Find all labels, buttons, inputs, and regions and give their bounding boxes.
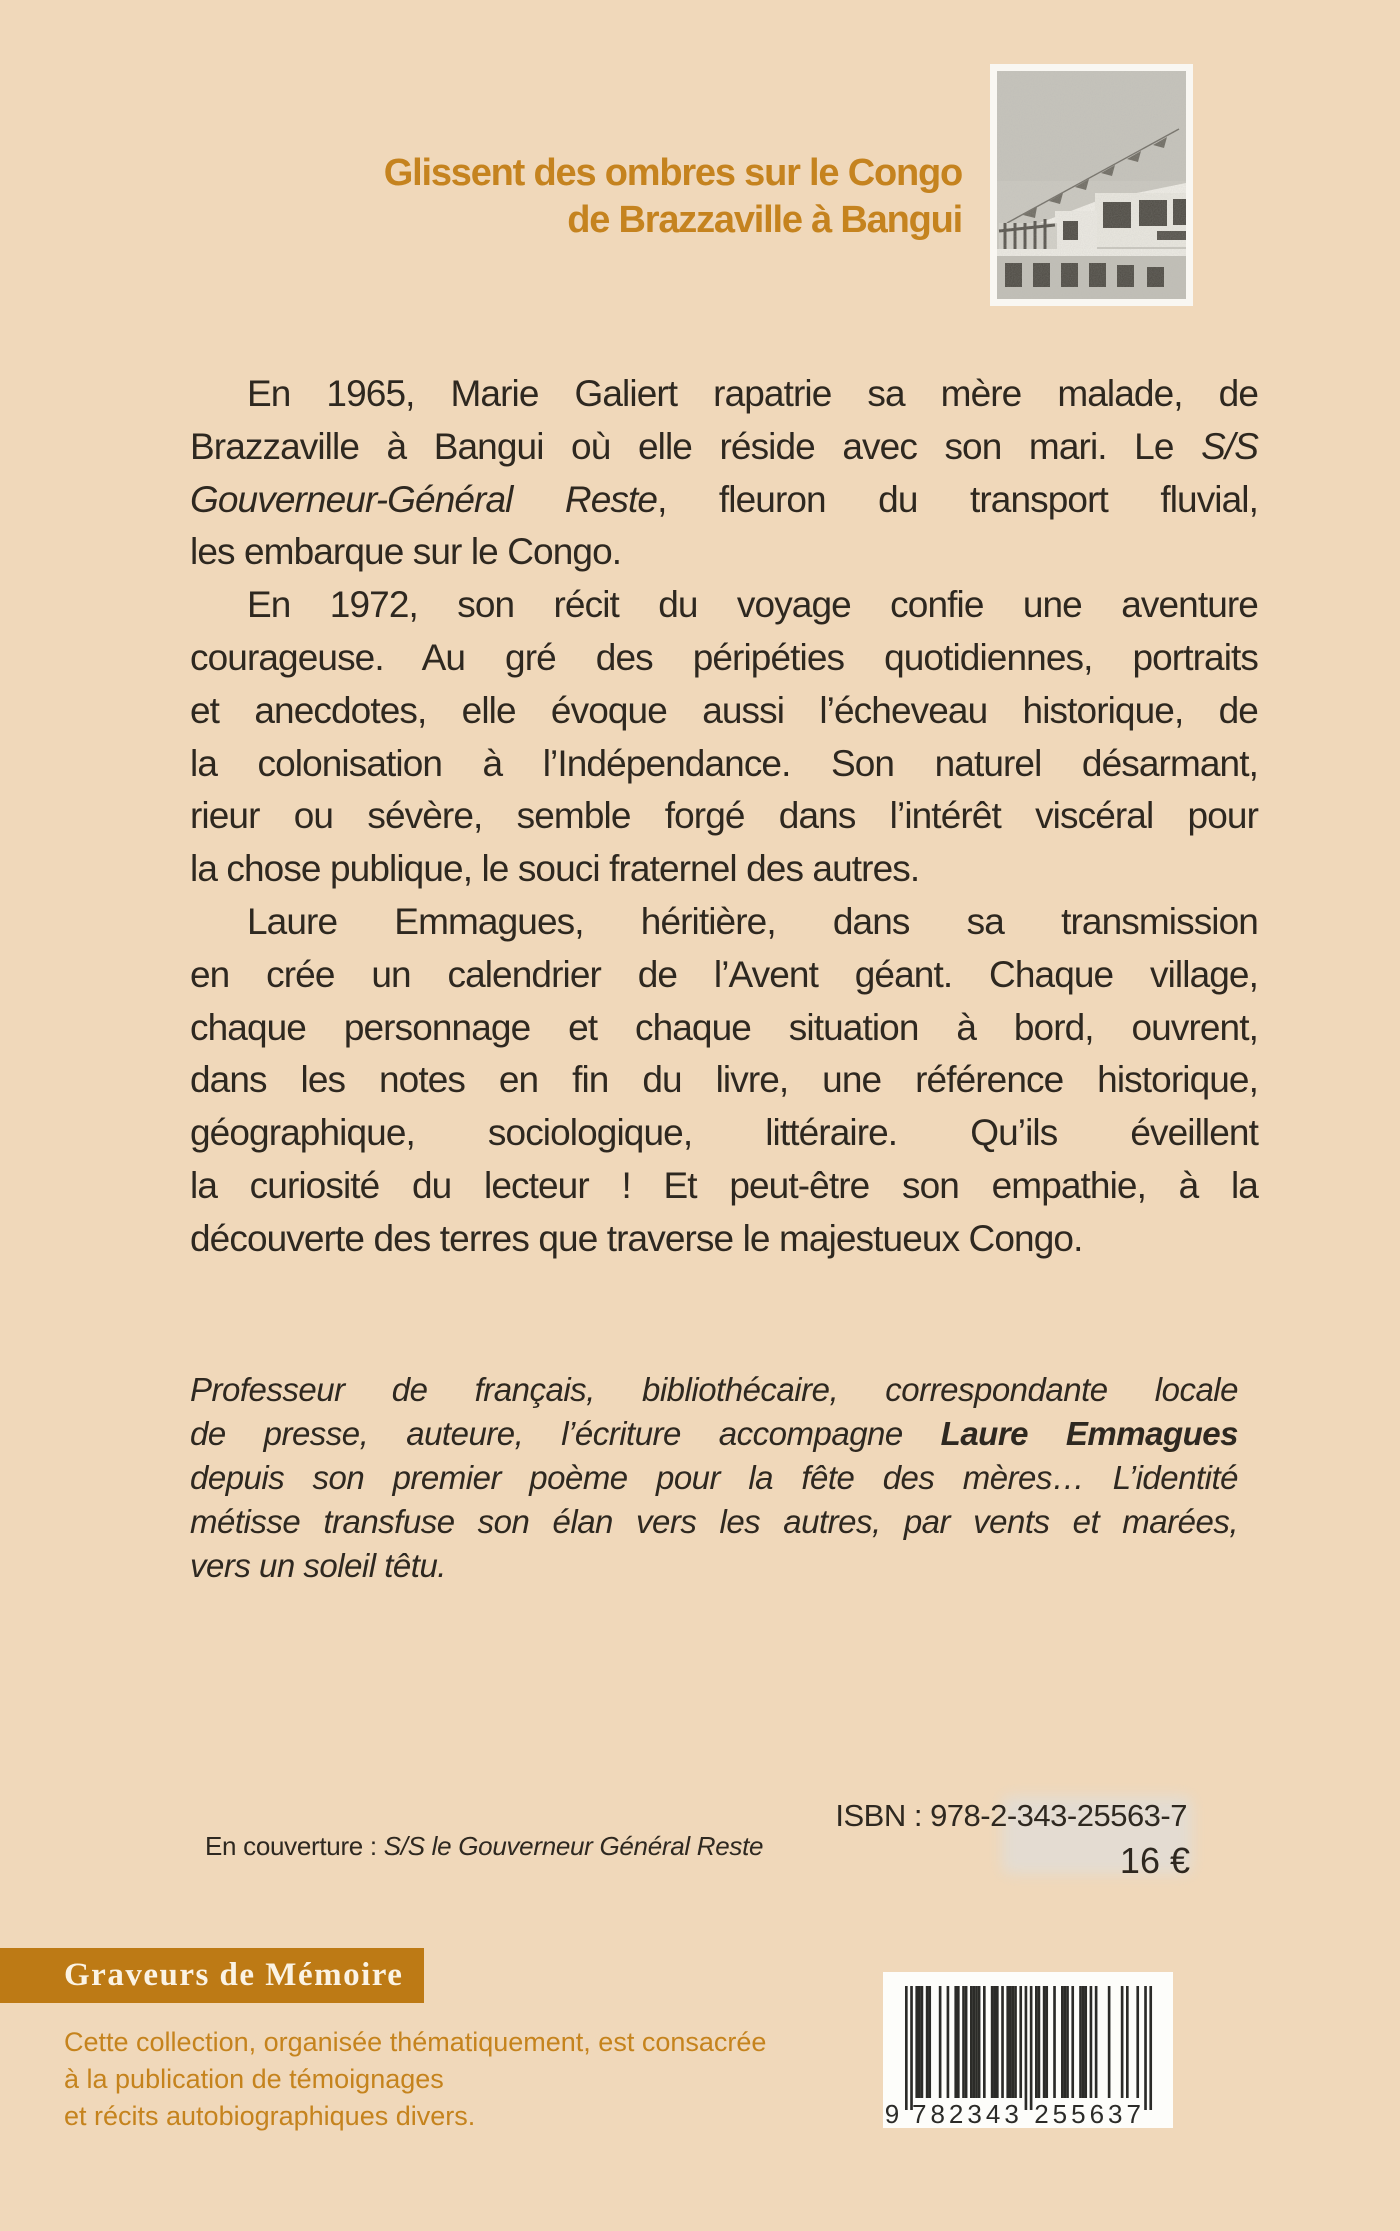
blurb-line: et anecdotes, elle évoque aussi l’écheveau historique, de: [190, 689, 1258, 731]
book-title-line1: Glissent des ombres sur le Congo: [383, 152, 962, 194]
author-bio: [190, 1368, 1238, 1588]
blurb-line: la chose publique, le souci fraternel des autres.: [190, 848, 920, 890]
barcode-digits-left: 782343: [912, 2099, 1023, 2128]
barcode-bars: [883, 1972, 1173, 2128]
author-bio-line: Professeur de français, bibliothécaire, correspondante locale: [190, 1371, 1238, 1408]
isbn-text: ISBN : 978-2-343-25563-7: [835, 1798, 1187, 1833]
author-bio-line: depuis son premier poème pour la fête des mères… L’identité: [190, 1459, 1238, 1496]
blurb-line: les embarque sur le Congo.: [190, 531, 622, 573]
ean13-barcode: [883, 1972, 1173, 2128]
author-bio-line: vers un soleil têtu.: [190, 1547, 446, 1584]
collection-description: [64, 2024, 766, 2135]
collection-description-line: à la publication de témoignages: [64, 2064, 444, 2094]
blurb-line: Gouverneur-Général Reste, fleuron du transport fluvial,: [190, 478, 1258, 520]
barcode-digits-right: 255637: [1034, 2099, 1145, 2128]
blurb-line: la curiosité du lecteur ! Et peut-être son empathie, à la: [190, 1164, 1258, 1206]
cover-caption-prefix: En couverture :: [205, 1831, 384, 1861]
blurb-line: Laure Emmagues, héritière, dans sa transmission: [247, 900, 1258, 942]
collection-banner: [0, 1948, 424, 2003]
cover-photo-caption: [205, 1831, 763, 1862]
book-title-line2: de Brazzaville à Bangui: [567, 199, 962, 241]
cover-caption-title: S/S le Gouverneur Général Reste: [383, 1831, 764, 1861]
blurb-line: dans les notes en fin du livre, une référence historique,: [190, 1059, 1258, 1101]
collection-description-line: et récits autobiographiques divers.: [64, 2101, 476, 2131]
blurb-line: géographique, sociologique, littéraire. Qu’ils éveillent: [190, 1112, 1258, 1154]
price-text: 16 €: [1119, 1840, 1190, 1881]
barcode-digit-leading: 9: [884, 2099, 904, 2128]
riverboat-photo: [990, 64, 1193, 306]
author-bio-line: métisse transfuse son élan vers les autres, par vents et marées,: [190, 1503, 1238, 1540]
collection-name: Graveurs de Mémoire: [64, 1957, 404, 1993]
boat-photo-illustration: [997, 71, 1186, 299]
blurb-line: découverte des terres que traverse le majestueux Congo.: [190, 1217, 1083, 1259]
blurb-line: rieur ou sévère, semble forgé dans l’intérêt viscéral pour: [190, 795, 1258, 837]
author-bio-line: de presse, auteure, l’écriture accompagne Laure Emmagues: [190, 1415, 1238, 1452]
blurb-line: En 1972, son récit du voyage confie une aventure: [247, 584, 1258, 626]
collection-description-line: Cette collection, organisée thématiquement, est consacrée: [64, 2027, 767, 2057]
blurb-line: chaque personnage et chaque situation à bord, ouvrent,: [190, 1006, 1258, 1048]
back-cover-blurb: [190, 368, 1258, 1266]
book-title: [384, 150, 962, 244]
blurb-line: En 1965, Marie Galiert rapatrie sa mère malade, de: [247, 373, 1258, 414]
blurb-line: en crée un calendrier de l’Avent géant. Chaque village,: [190, 953, 1258, 995]
blurb-line: courageuse. Au gré des péripéties quotidiennes, portraits: [190, 636, 1258, 678]
blurb-line: Brazzaville à Bangui où elle réside avec son mari. Le S/S: [190, 425, 1258, 467]
blurb-line: la colonisation à l’Indépendance. Son naturel désarmant,: [190, 742, 1258, 784]
